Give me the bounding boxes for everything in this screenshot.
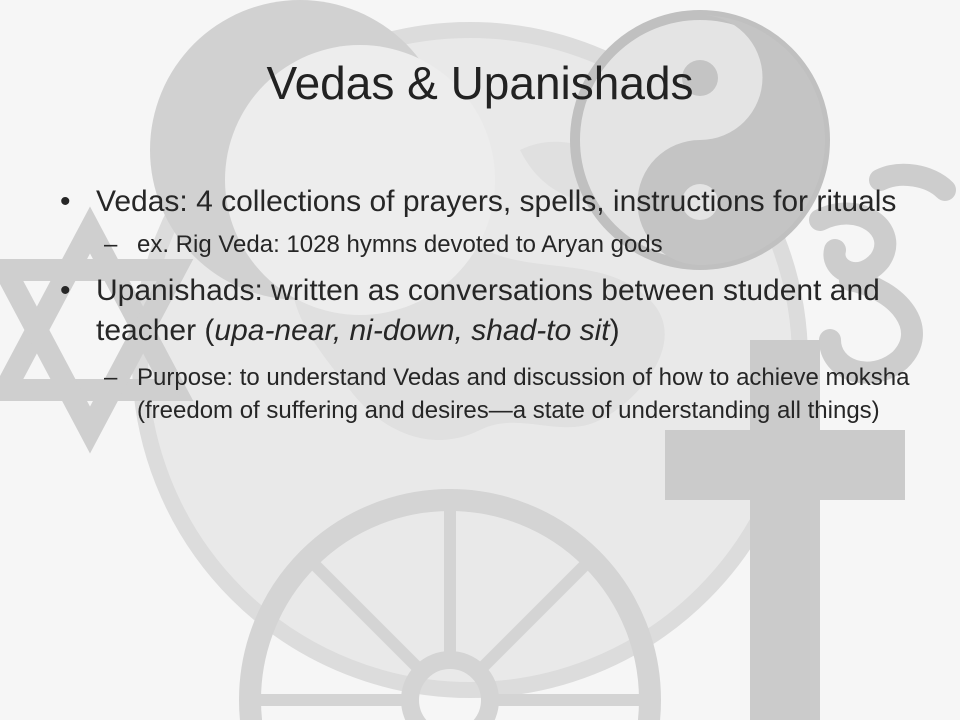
- sub-bullet-marker: –: [104, 364, 118, 391]
- bullet-vedas-text: Vedas: 4 collections of prayers, spells, instructions for rituals: [96, 185, 897, 218]
- bullet-upanishads-text: [96, 274, 880, 347]
- bullet-marker: •: [60, 185, 71, 218]
- sub-bullet-rig-veda: [56, 228, 916, 261]
- sub-bullet-rig-veda-text: ex. Rig Veda: 1028 hymns devoted to Aryan gods: [137, 231, 663, 258]
- bullet-marker: •: [60, 274, 71, 307]
- slide-body: [56, 182, 916, 427]
- bullet-upanishads-lead: Upanishads: written as conversations between student and teacher (: [96, 274, 880, 347]
- slide-title: Vedas & Upanishads: [266, 57, 694, 109]
- sub-bullet-marker: –: [104, 231, 118, 258]
- sub-bullet-purpose-text: Purpose: to understand Vedas and discussion of how to achieve moksha (freedom of suffering and desires—a state of understanding all things): [137, 364, 910, 424]
- closing-paren: ): [609, 314, 620, 347]
- sub-bullet-purpose: [56, 361, 916, 427]
- bullet-upanishads: [56, 271, 916, 351]
- bullet-vedas: [56, 182, 916, 222]
- etymology-italic: upa-near, ni-down, shad-to sit: [214, 314, 610, 347]
